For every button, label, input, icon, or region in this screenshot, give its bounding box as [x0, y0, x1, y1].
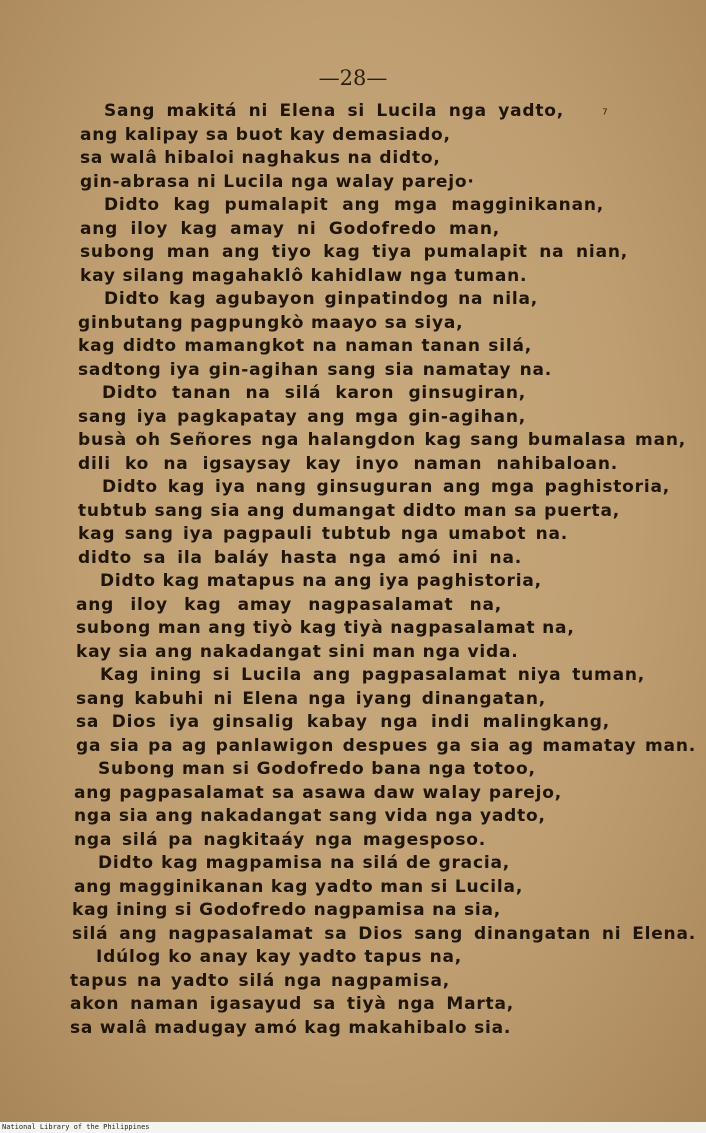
text-line: tapus na yadto silá nga nagpamisa, — [70, 970, 450, 991]
text-line: Didto kag matapus na ang iya paghistoria, — [100, 571, 542, 591]
poem-text — [0, 100, 706, 1040]
text-line: tubtub sang sia ang dumangat didto man sa puerta, — [78, 500, 620, 521]
footer-credit: National Library of the Philippines — [0, 1122, 706, 1133]
text-line: nga silá pa nagkitaáy nga magesposo. — [74, 829, 486, 850]
text-line: sa walâ madugay amó kag makahibalo sia. — [70, 1017, 512, 1038]
text-line: Didto kag pumalapit ang mga magginikanan, — [104, 195, 604, 215]
text-line: Didto kag agubayon ginpatindog na nila, — [104, 289, 538, 309]
text-line: sang iya pagkapatay ang mga gin-agihan, — [78, 406, 526, 427]
text-line: subong man ang tiyò kag tiyà nagpasalamat na, — [76, 618, 575, 638]
text-line: silá ang nagpasalamat sa Dios sang dinangatan ni Elena. — [72, 923, 696, 944]
text-line: didto sa ila baláy hasta nga amó ini na. — [78, 547, 522, 568]
text-line: ang iloy kag amay ni Godofredo man, — [80, 218, 500, 239]
text-line: ang magginikanan kag yadto man si Lucila, — [74, 876, 524, 897]
text-line: Didto tanan na silá karon ginsugiran, — [102, 383, 526, 403]
text-line: Sang makitá ni Elena si Lucila nga yadto, — [104, 101, 564, 121]
text-line: sang kabuhi ni Elena nga iyang dinangatan, — [76, 688, 546, 709]
text-line: ang iloy kag amay nagpasalamat na, — [76, 594, 502, 615]
text-line: kag didto mamangkot na naman tanan silá, — [78, 336, 532, 356]
text-line: subong man ang tiyo kag tiya pumalapit na nian, — [80, 242, 628, 262]
text-line: sa Dios iya ginsalig kabay nga indi malingkang, — [76, 712, 610, 732]
text-line: ang pagpasalamat sa asawa daw walay parejo, — [74, 782, 562, 803]
corner-mark: ⁷ — [602, 107, 608, 123]
text-line: kag ining si Godofredo nagpamisa na sia, — [72, 900, 502, 920]
text-line: kay sia ang nakadangat sini man nga vida. — [76, 641, 519, 662]
text-line: Subong man si Godofredo bana nga totoo, — [98, 759, 536, 779]
text-line: sa walâ hibaloi naghakus na didto, — [80, 148, 441, 168]
text-line: ang kalipay sa buot kay demasiado, — [80, 124, 451, 145]
text-line: ga sia pa ag panlawigon despues ga sia ag mamatay man. — [76, 735, 696, 756]
page-number: —28— — [318, 66, 388, 90]
text-line: busà oh Señores nga halangdon kag sang bumalasa man, — [78, 430, 686, 450]
text-line: Idúlog ko anay kay yadto tapus na, — [96, 947, 462, 967]
text-line: dili ko na igsaysay kay inyo naman nahibaloan. — [78, 453, 618, 474]
text-line: nga sia ang nakadangat sang vida nga yadto, — [74, 806, 546, 826]
text-line: Kag ining si Lucila ang pagpasalamat niya tuman, — [100, 665, 645, 685]
text-line: akon naman igasayud sa tiyà nga Marta, — [70, 994, 514, 1014]
text-line: sadtong iya gin-agihan sang sia namatay na. — [78, 359, 552, 380]
text-line: Didto kag iya nang ginsuguran ang mga paghistoria, — [102, 477, 670, 497]
text-line: kag sang iya pagpauli tubtub nga umabot na. — [78, 524, 568, 544]
text-line: Didto kag magpamisa na silá de gracia, — [98, 853, 510, 873]
text-line: gin-abrasa ni Lucila nga walay parejo· — [80, 171, 475, 192]
text-line: kay silang magahaklô kahidlaw nga tuman. — [80, 265, 528, 286]
text-line: ginbutang pagpungkò maayo sa siya, — [78, 312, 464, 333]
